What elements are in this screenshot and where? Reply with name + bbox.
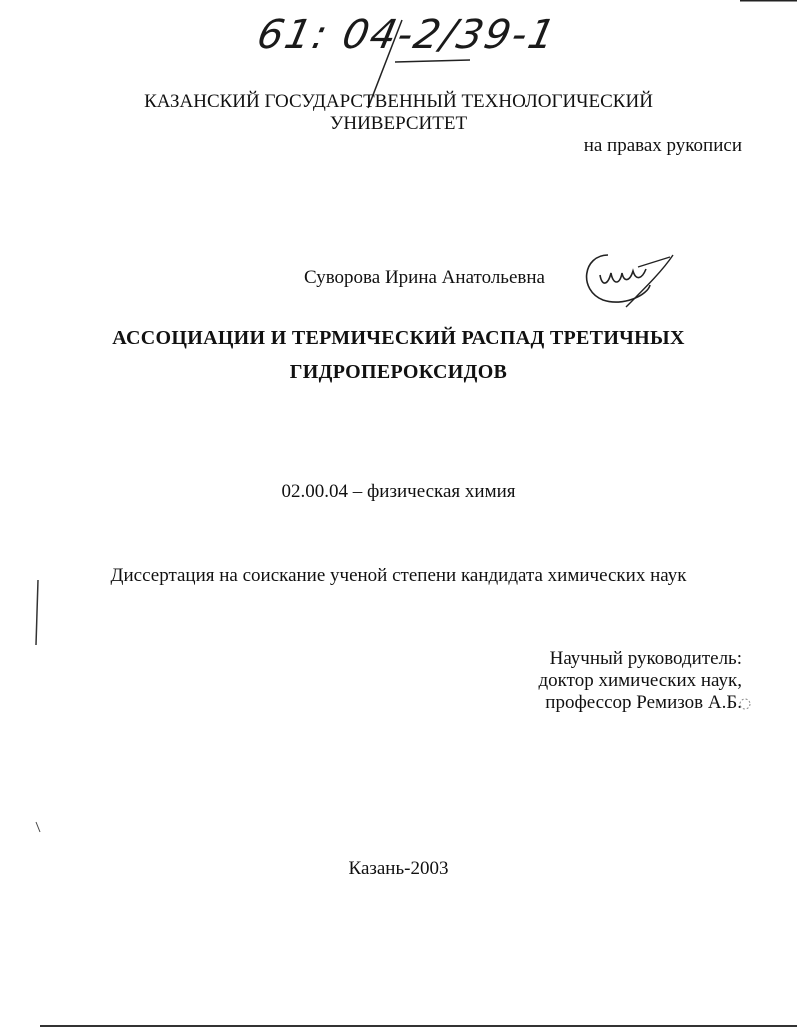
supervisor-name: профессор Ремизов А.Б. (545, 692, 742, 713)
author-name: Суворова Ирина Анатольевна (304, 267, 545, 288)
supervisor-label: Научный руководитель: (549, 648, 742, 669)
manuscript-rights: на правах рукописи (583, 135, 742, 156)
city-year: Казань-2003 (348, 858, 449, 879)
archive-code-handwritten: 61: 04-2/39-1 (253, 12, 562, 58)
dissertation-title-line-2: ГИДРОПЕРОКСИДОВ (289, 361, 508, 383)
dissertation-title-line-1: АССОЦИАЦИИ И ТЕРМИЧЕСКИЙ РАСПАД ТРЕТИЧНЫХ (112, 327, 685, 349)
specialty-code: 02.00.04 – физическая химия (281, 481, 516, 502)
university-line-1: КАЗАНСКИЙ ГОСУДАРСТВЕННЫЙ ТЕХНОЛОГИЧЕСКИЙ (144, 91, 653, 112)
supervisor-degree: доктор химических наук, (538, 670, 742, 691)
university-line-2: УНИВЕРСИТЕТ (329, 113, 468, 134)
degree-statement: Диссертация на соискание ученой степени кандидата химических наук (110, 565, 687, 586)
